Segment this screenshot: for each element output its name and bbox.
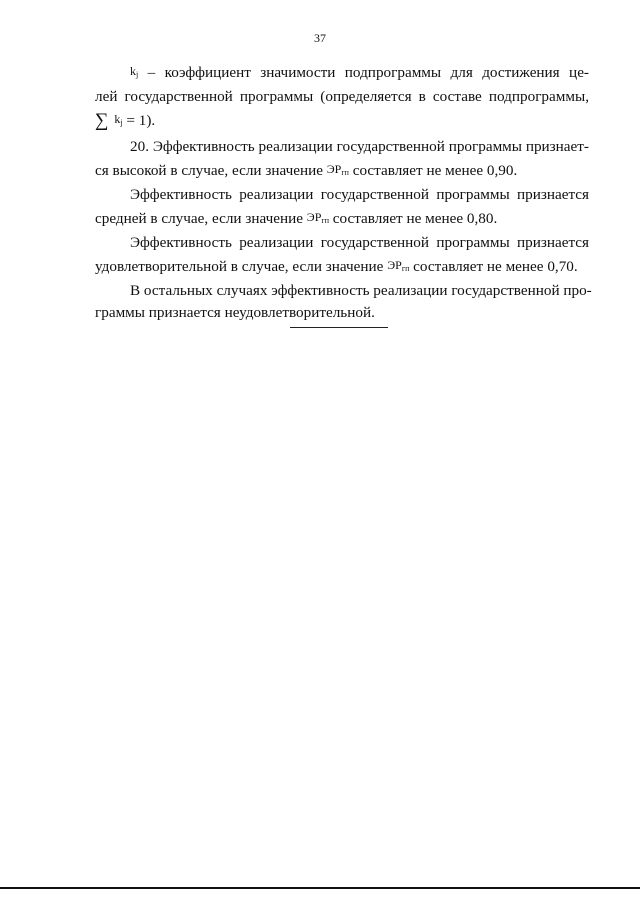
erp-symbol: $ЭР_{гп}$	[387, 258, 410, 273]
paragraph-line: ся высокой в случае, если значение $ЭР_{гп}$ составляет не менее 0,90.	[95, 162, 518, 179]
bottom-rule	[0, 887, 640, 889]
kj-definition	[95, 60, 589, 134]
document-body	[95, 60, 592, 324]
paragraph-medium	[95, 184, 589, 232]
paragraph-20	[95, 136, 589, 184]
paragraph-line: 20. Эффективность реализации государственной программы признает-	[130, 138, 589, 155]
kj-definition-line-1: $k_j$ – коэффициент значимости подпрограммы для достижения це-	[130, 64, 589, 81]
kj-symbol: $k_j$	[114, 112, 123, 127]
erp-symbol: $ЭР_{гп}$	[326, 162, 349, 177]
paragraph-other	[95, 280, 592, 324]
paragraph-satisfactory	[95, 232, 589, 280]
paragraph-line: удовлетворительной в случае, если значение $ЭР_{гп}$ составляет не менее 0,70.	[95, 258, 578, 275]
paragraph-line: граммы признается неудовлетворительной.	[95, 304, 375, 321]
kj-symbol: $k_j$	[130, 64, 139, 79]
paragraph-line: Эффективность реализации государственной программы признается	[130, 234, 589, 251]
end-separator	[290, 327, 388, 328]
paragraph-line: средней в случае, если значение $ЭР_{гп}$ составляет не менее 0,80.	[95, 210, 498, 227]
page-number: 37	[314, 31, 326, 45]
kj-sum-formula: ∑ $k_j = 1$).	[95, 110, 156, 131]
paragraph-line: Эффективность реализации государственной программы признается	[130, 186, 589, 203]
kj-definition-line-2: лей государственной программы (определяется в составе подпрограммы,	[95, 88, 589, 105]
erp-symbol: $ЭР_{гп}$	[306, 210, 329, 225]
paragraph-line: В остальных случаях эффективность реализации государственной про-	[130, 282, 592, 299]
sum-sign: ∑	[95, 110, 109, 131]
